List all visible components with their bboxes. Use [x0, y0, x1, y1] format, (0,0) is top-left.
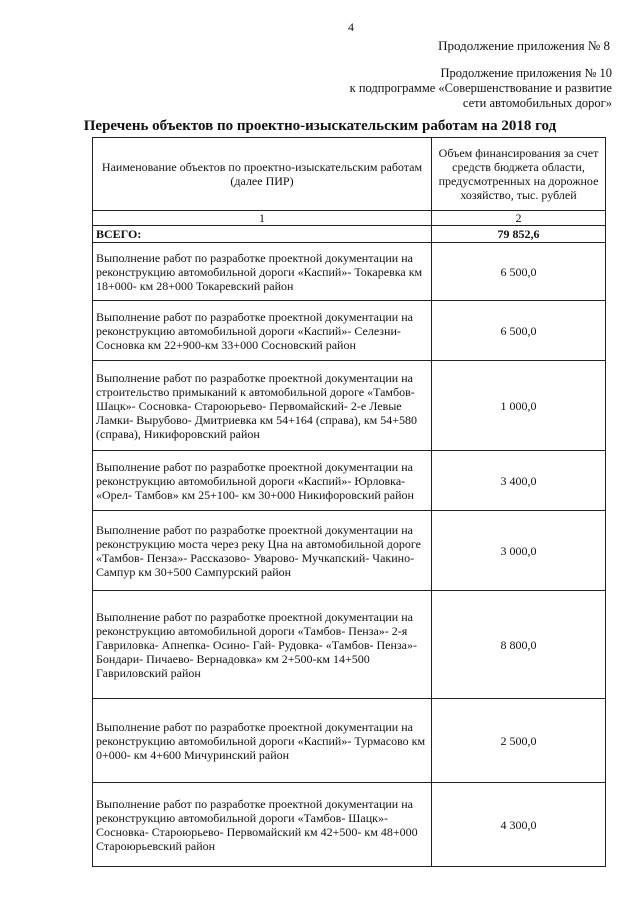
annex-line-3: сети автомобильных дорог»: [462, 96, 612, 110]
object-amount: 2 500,0: [432, 699, 606, 783]
col-number-1: 1: [93, 211, 432, 226]
object-amount: 1 000,0: [432, 361, 606, 451]
table-row: [93, 783, 606, 867]
col-amount-header: Объем финансирования за счет средств бюджета области, предусмотренных на дорожное хозяйство, тыс. рублей: [432, 138, 606, 211]
column-number-row: [93, 211, 606, 226]
objects-table: [92, 137, 606, 867]
annex-block: [350, 66, 612, 111]
table-row: [93, 511, 606, 591]
object-name: Выполнение работ по разработке проектной документации на реконструкцию автомобильной дороги «Каспий»- Токаревка км 18+000- км 28+000 Токаревский район: [93, 243, 432, 301]
table-row: [93, 451, 606, 511]
table-row: [93, 301, 606, 361]
continuation-header: Продолжение приложения № 8: [438, 38, 610, 53]
object-name: Выполнение работ по разработке проектной документации на реконструкцию автомобильной дороги «Каспий»- Юрловка- «Орел- Тамбов» км 25+100- км 30+000 Никифоровский район: [93, 451, 432, 511]
total-value: 79 852,6: [432, 226, 606, 243]
table-row: [93, 361, 606, 451]
total-row: [93, 226, 606, 243]
annex-line-1: Продолжение приложения № 10: [440, 66, 612, 80]
col-name-header: Наименование объектов по проектно-изыскательским работам (далее ПИР): [93, 138, 432, 211]
object-amount: 6 500,0: [432, 243, 606, 301]
object-name: Выполнение работ по разработке проектной документации на реконструкцию автомобильной дороги «Тамбов- Пенза»- 2-я Гавриловка- Апнепка- Осино- Гай- Рудовка- «Тамбов- Пенза»- Бондари- Пичаево- Вернадовка» км 2+500-км 14+500 Гавриловский район: [93, 591, 432, 699]
object-amount: 6 500,0: [432, 301, 606, 361]
object-amount: 4 300,0: [432, 783, 606, 867]
object-amount: 3 400,0: [432, 451, 606, 511]
table-row: [93, 699, 606, 783]
page-number: 4: [348, 20, 354, 34]
total-label: ВСЕГО:: [93, 226, 432, 243]
table-row: [93, 591, 606, 699]
document-title: Перечень объектов по проектно-изыскательским работам на 2018 год: [83, 118, 557, 134]
object-name: Выполнение работ по разработке проектной документации на реконструкцию моста через реку Цна на автомобильной дороге «Тамбов- Пенза»- Рассказово- Уварово- Мучкапский- Чакино- Сампур км 30+500 Сампурский район: [93, 511, 432, 591]
object-name: Выполнение работ по разработке проектной документации на строительство примыканий к автомобильной дороге «Тамбов- Шацк»- Сосновка- Староюрьево- Первомайский- 2-е Левые Ламки- Вырубово- Дмитриевка км 54+164 (справа), км 54+580 (справа), Никифоровский район: [93, 361, 432, 451]
object-name: Выполнение работ по разработке проектной документации на реконструкцию автомобильной дороги «Каспий»- Турмасово км 0+000- км 4+600 Мичуринский район: [93, 699, 432, 783]
table-header-row: [93, 138, 606, 211]
col-number-2: 2: [432, 211, 606, 226]
object-name: Выполнение работ по разработке проектной документации на реконструкцию автомобильной дороги «Тамбов- Шацк»-Сосновка- Староюрьево- Первомайский км 42+500- км 48+000 Староюрьевский район: [93, 783, 432, 867]
object-name: Выполнение работ по разработке проектной документации на реконструкцию автомобильной дороги «Каспий»- Селезни- Сосновка км 22+900-км 33+000 Сосновский район: [93, 301, 432, 361]
object-amount: 8 800,0: [432, 591, 606, 699]
object-amount: 3 000,0: [432, 511, 606, 591]
annex-line-2: к подпрограмме «Совершенствование и развитие: [349, 81, 612, 95]
table-row: [93, 243, 606, 301]
